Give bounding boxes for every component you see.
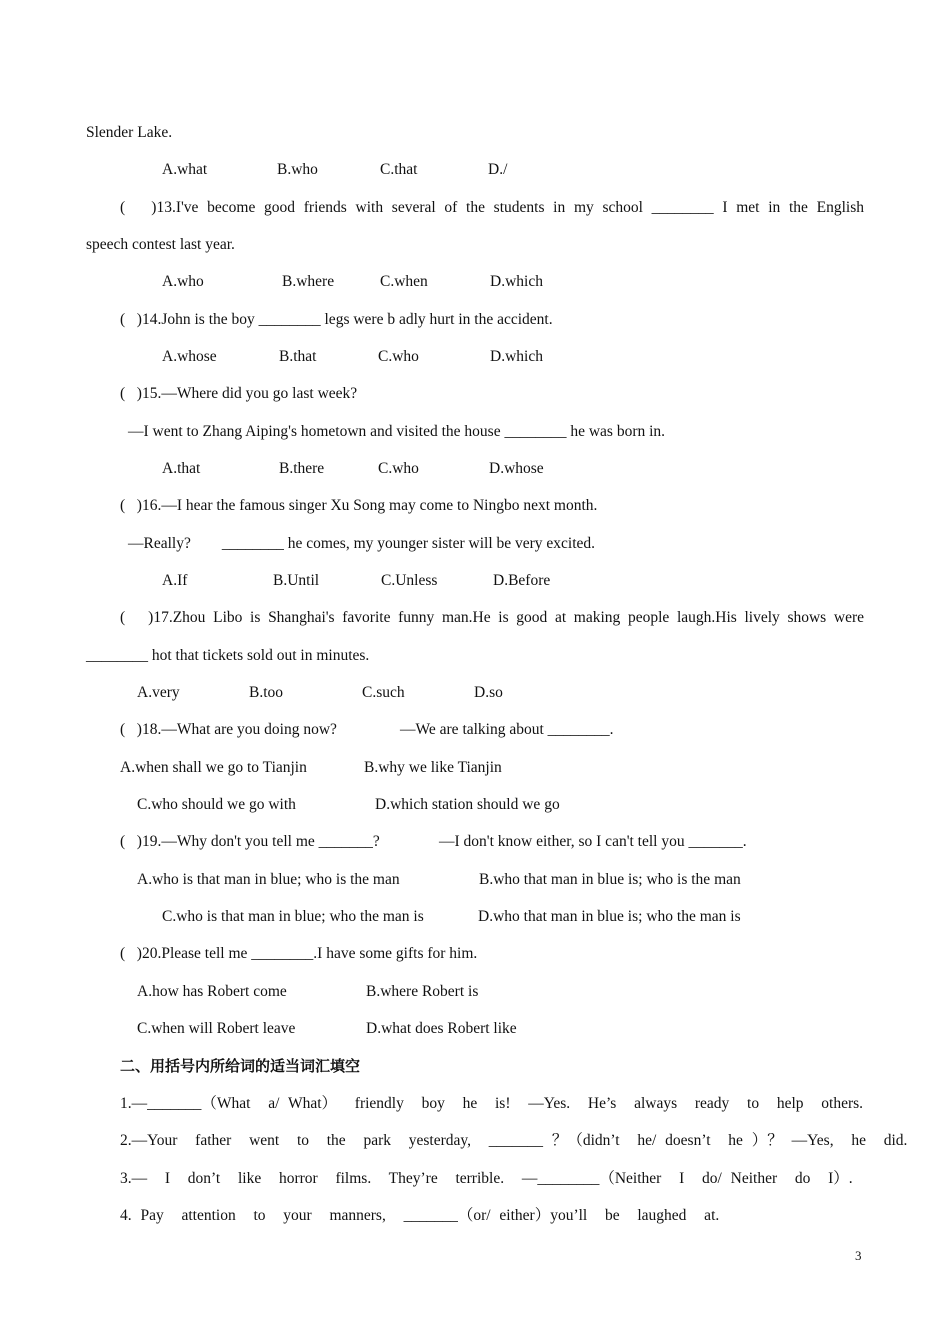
q15-question: ( )15.—Where did you go last week? — [120, 385, 358, 402]
q17-option-c: C.such — [362, 684, 405, 701]
fill-item-4: 4. Pay attention to your manners, _______（or/ either）you’ll be laughed at. — [120, 1207, 720, 1224]
q13-option-a: A.who — [162, 273, 204, 290]
q16-option-d: D.Before — [493, 572, 551, 589]
q15-response: —I went to Zhang Aiping's hometown and visited the house ________ he was born in. — [128, 423, 666, 440]
q17-option-d: D.so — [474, 684, 503, 701]
q13-option-b: B.where — [282, 273, 335, 290]
q12-option-b: B.who — [277, 161, 318, 178]
q13-option-c: C.when — [380, 273, 428, 290]
q18-option-a: A.when shall we go to Tianjin — [120, 759, 307, 776]
q19-option-a: A.who is that man in blue; who is the man — [137, 871, 400, 888]
q13-question: ( )13.I've become good friends with several of the students in my school ________ I met in the English — [120, 199, 864, 216]
q16-option-a: A.If — [162, 572, 188, 589]
q14-question: ( )14.John is the boy ________ legs were b adly hurt in the accident. — [120, 311, 553, 328]
q16-question: ( )16.—I hear the famous singer Xu Song may come to Ningbo next month. — [120, 497, 598, 514]
q12-option-d: D./ — [488, 161, 508, 178]
q13-option-d: D.which — [490, 273, 543, 290]
q14-option-d: D.which — [490, 348, 543, 365]
q20-question: ( )20.Please tell me ________.I have some gifts for him. — [120, 945, 478, 962]
q20-option-c: C.when will Robert leave — [137, 1020, 296, 1037]
page-number: 3 — [855, 1248, 862, 1263]
q15-option-b: B.there — [279, 460, 325, 477]
q16-option-c: C.Unless — [381, 572, 438, 589]
q13-question-cont: speech contest last year. — [86, 236, 235, 253]
q14-option-c: C.who — [378, 348, 419, 365]
q17-question: ( )17.Zhou Libo is Shanghai's favorite funny man.He is good at making people laugh.His lively shows were — [120, 609, 864, 626]
q19-question: ( )19.—Why don't you tell me _______? — [120, 833, 380, 850]
q15-option-c: C.who — [378, 460, 419, 477]
fill-item-1: 1.—_______（What a/ What） friendly boy he is! —Yes. He’s always ready to help others. — [120, 1095, 864, 1112]
q12-option-c: C.that — [380, 161, 418, 178]
q19-option-c: C.who is that man in blue; who the man is — [162, 908, 424, 925]
q17-option-b: B.too — [249, 684, 284, 701]
q19-option-b: B.who that man in blue is; who is the man — [479, 871, 741, 888]
q14-option-b: B.that — [279, 348, 317, 365]
q20-option-b: B.where Robert is — [366, 983, 479, 1000]
q18-response: —We are talking about ________. — [400, 721, 614, 738]
q19-response: —I don't know either, so I can't tell you _______. — [439, 833, 747, 850]
fill-item-3: 3.— I don’t like horror films. They’re terrible. —________（Neither I do/ Neither do I）. — [120, 1170, 853, 1187]
q18-option-b: B.why we like Tianjin — [364, 759, 502, 776]
q17-option-a: A.very — [137, 684, 180, 701]
q15-option-d: D.whose — [489, 460, 544, 477]
section-heading: 二、用括号内所给词的适当词汇填空 — [120, 1057, 361, 1075]
q18-option-c: C.who should we go with — [137, 796, 296, 813]
q15-option-a: A.that — [162, 460, 201, 477]
q18-option-d: D.which station should we go — [375, 796, 560, 813]
q16-response: —Really? ________ he comes, my younger sister will be very excited. — [128, 535, 596, 552]
q20-option-a: A.how has Robert come — [137, 983, 287, 1000]
q12-text-cont: Slender Lake. — [86, 124, 173, 141]
q19-option-d: D.who that man in blue is; who the man is — [478, 908, 741, 925]
fill-item-2: 2.—Your father went to the park yesterday, _______ ？（didn’t he/ doesn’t he ）？ —Yes, he did. — [120, 1132, 908, 1149]
q16-option-b: B.Until — [273, 572, 320, 589]
q17-question-cont: ________ hot that tickets sold out in minutes. — [86, 647, 370, 664]
q20-option-d: D.what does Robert like — [366, 1020, 517, 1037]
q18-question: ( )18.—What are you doing now? — [120, 721, 337, 738]
q14-option-a: A.whose — [162, 348, 217, 365]
q12-option-a: A.what — [162, 161, 208, 178]
